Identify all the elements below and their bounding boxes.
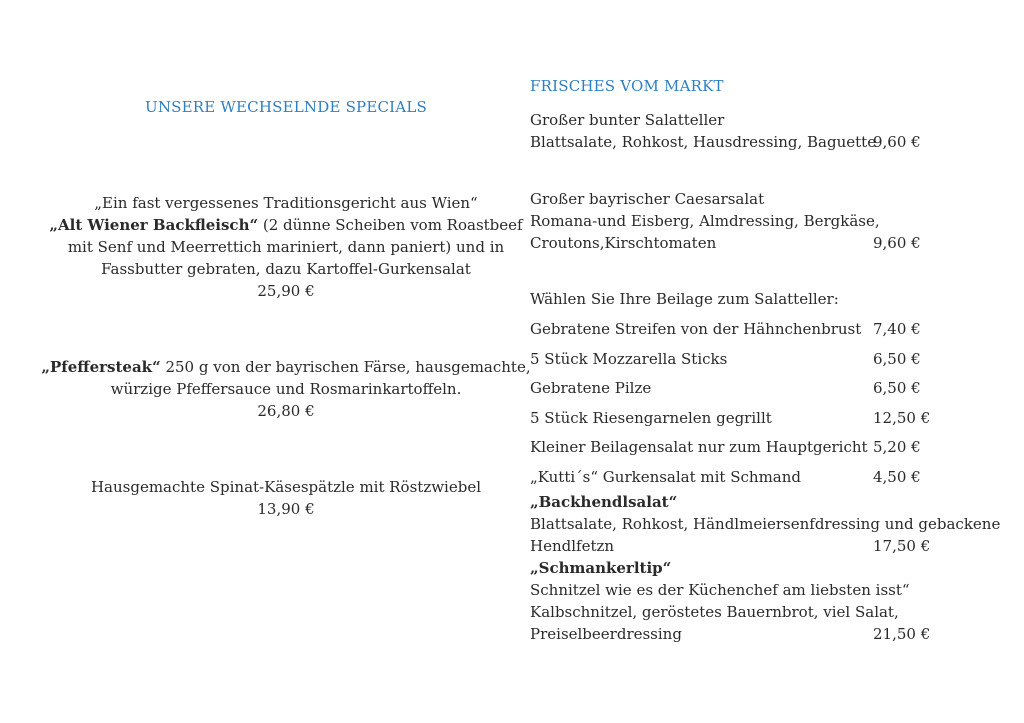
backhendl-description: Hendlfetzn bbox=[530, 536, 615, 555]
market-column bbox=[530, 75, 1000, 645]
special-description-line bbox=[30, 214, 542, 236]
special-kaesespaetzle bbox=[30, 476, 542, 520]
special-description-line: mit Senf und Meerrettich mariniert, dann paniert) und in bbox=[67, 238, 505, 256]
list-item bbox=[530, 436, 1000, 466]
side-name: „Kutti´s“ Gurkensalat mit Schmand bbox=[530, 467, 801, 486]
schmankerl-price: 21,50 € bbox=[873, 624, 931, 643]
salad-description: Blattsalate, Rohkost, Hausdressing, Baguette bbox=[530, 133, 877, 151]
market-heading: FRISCHES VOM MARKT bbox=[530, 77, 724, 95]
salad-title: Großer bayrischer Caesarsalat bbox=[530, 190, 765, 208]
list-item bbox=[530, 318, 1000, 348]
specials-heading: UNSERE WECHSELNDE SPECIALS bbox=[145, 98, 427, 116]
side-name: 5 Stück Riesengarnelen gegrillt bbox=[530, 408, 772, 427]
side-name: Kleiner Beilagensalat nur zum Hauptgericht bbox=[530, 438, 868, 456]
salad-row bbox=[530, 232, 1000, 254]
schmankerl-description: Preiselbeerdressing bbox=[530, 624, 682, 643]
special-price: 13,90 € bbox=[257, 500, 315, 518]
specials-column bbox=[30, 96, 542, 520]
side-price: 6,50 € bbox=[873, 379, 921, 397]
special-description-line: Fassbutter gebraten, dazu Kartoffel-Gurkensalat bbox=[101, 260, 471, 278]
side-price: 5,20 € bbox=[873, 438, 921, 456]
side-name: Gebratene Streifen von der Hähnchenbrust bbox=[530, 320, 862, 338]
side-price: 6,50 € bbox=[873, 349, 921, 368]
special-name: Hausgemachte Spinat-Käsespätzle mit Röstzwiebel bbox=[90, 478, 482, 496]
backhendl-title: „Backhendlsalat“ bbox=[530, 492, 678, 511]
schmankerl-description: Kalbschnitzel, geröstetes Bauernbrot, viel Salat, bbox=[530, 602, 899, 621]
side-price: 7,40 € bbox=[873, 320, 921, 338]
salad-price: 9,60 € bbox=[873, 133, 921, 151]
list-item bbox=[530, 377, 1000, 407]
sides-title: Wählen Sie Ihre Beilage zum Salatteller: bbox=[530, 290, 839, 308]
special-pfeffersteak bbox=[30, 356, 542, 422]
salad-description: Romana-und Eisberg, Almdressing, Bergkäse, bbox=[530, 212, 880, 230]
salad-price: 9,60 € bbox=[873, 234, 921, 252]
sides-list bbox=[530, 318, 1000, 488]
special-price: 26,80 € bbox=[257, 402, 315, 420]
special-name: „Alt Wiener Backfleisch“ bbox=[49, 216, 259, 234]
salad-row bbox=[530, 131, 1000, 153]
list-item bbox=[530, 466, 1000, 488]
side-name: Gebratene Pilze bbox=[530, 379, 652, 397]
backhendl-description: Blattsalate, Rohkost, Händlmeiersenfdressing und gebackene bbox=[530, 514, 1001, 533]
special-description: 250 g von der bayrischen Färse, hausgemachte, bbox=[160, 358, 531, 376]
side-name: 5 Stück Mozzarella Sticks bbox=[530, 349, 728, 368]
backhendl-price: 17,50 € bbox=[873, 536, 931, 555]
special-description: (2 dünne Scheiben vom Roastbeef bbox=[258, 216, 523, 234]
list-item bbox=[530, 407, 1000, 437]
salad-title: Großer bunter Salatteller bbox=[530, 111, 725, 129]
schmankerl-description: Schnitzel wie es der Küchenchef am liebsten isst“ bbox=[530, 580, 910, 599]
schmankerl-row bbox=[530, 623, 1000, 645]
special-description-line bbox=[30, 356, 542, 378]
backhendl-row bbox=[530, 535, 1000, 557]
list-item bbox=[530, 348, 1000, 378]
salad-description: Croutons,Kirschtomaten bbox=[530, 234, 717, 252]
special-intro: „Ein fast vergessenes Traditionsgericht aus Wien“ bbox=[94, 194, 478, 212]
special-backfleisch bbox=[30, 192, 542, 302]
special-price: 25,90 € bbox=[257, 282, 315, 300]
side-price: 4,50 € bbox=[873, 467, 921, 486]
special-name: „Pfeffersteak“ bbox=[41, 358, 161, 376]
special-description-line: würzige Pfeffersauce und Rosmarinkartoffeln. bbox=[110, 380, 462, 398]
schmankerl-title: „Schmankerltip“ bbox=[530, 558, 672, 577]
side-price: 12,50 € bbox=[873, 408, 931, 427]
